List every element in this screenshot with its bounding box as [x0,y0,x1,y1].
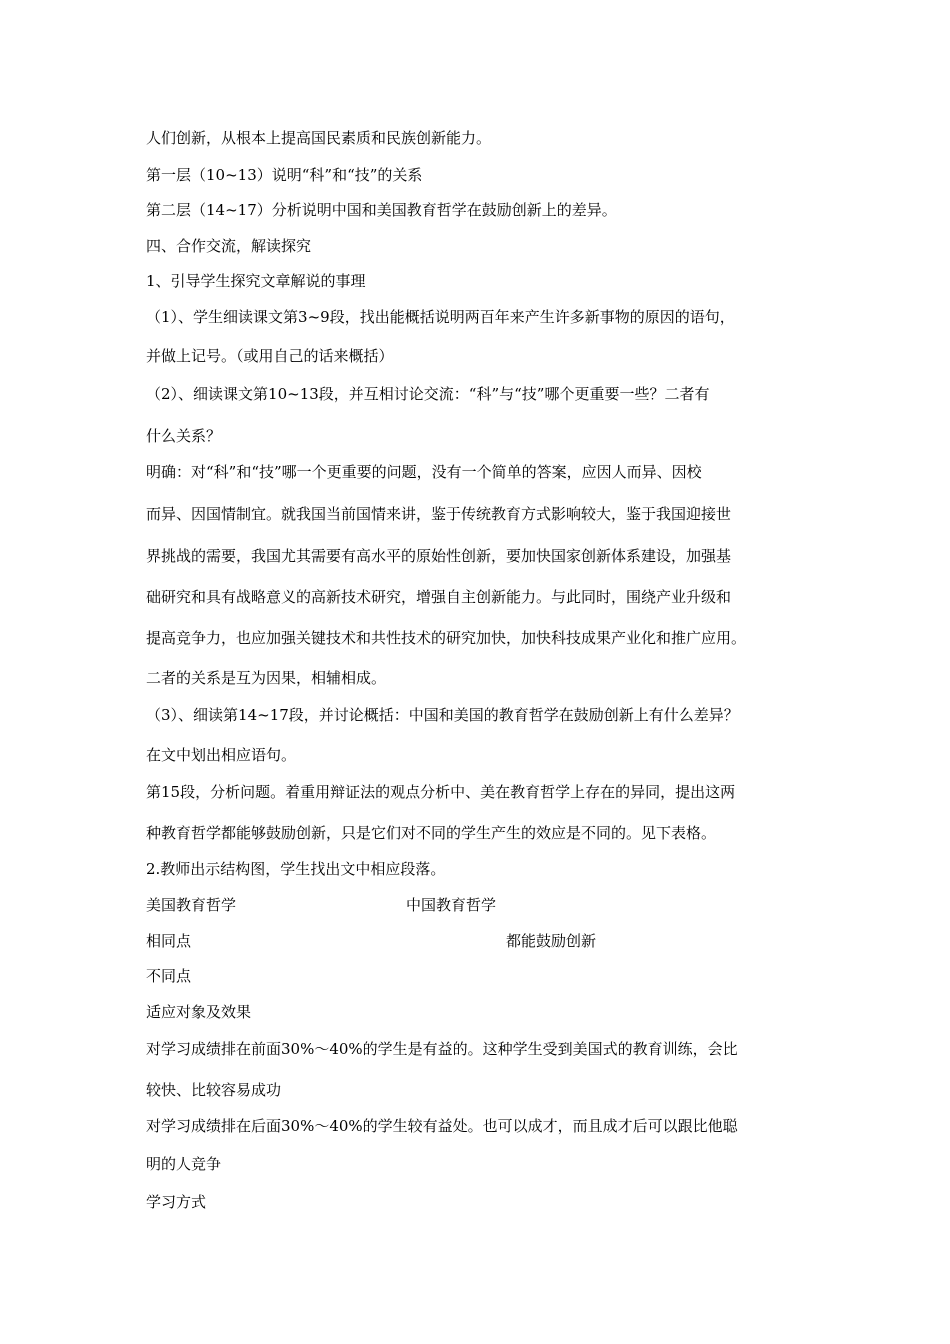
paragraph-line: 界挑战的需要，我国尤其需要有高水平的原始性创新，要加快国家创新体系建设，加强基 [146,547,732,565]
table-row-label-same: 相同点 [146,932,192,950]
paragraph-line: 第15段，分析问题。着重用辩证法的观点分析中、美在教育哲学上存在的异同，提出这两 [146,783,736,801]
paragraph-line: （3）、细读第14~17段，并讨论概括：中国和美国的教育哲学在鼓励创新上有什么差异？ [146,706,739,724]
paragraph-line: （1）、学生细读课文第3~9段，找出能概括说明两百年来产生许多新事物的原因的语句， [146,308,735,326]
paragraph-line: 第一层（10~13）说明“科”和“技”的关系 [146,166,423,184]
paragraph-line: 2.教师出示结构图，学生找出文中相应段落。 [146,860,446,878]
table-header-cn: 中国教育哲学 [406,896,497,914]
paragraph-line: 第二层（14~17）分析说明中国和美国教育哲学在鼓励创新上的差异。 [146,201,617,219]
table-cell-us-effect-cont: 较快、比较容易成功 [146,1081,282,1099]
table-header-us: 美国教育哲学 [146,896,237,914]
paragraph-line: （2）、细读课文第10~13段，并互相讨论交流：“科”与“技”哪个更重要一些？二者有 [146,385,710,403]
paragraph-line: 而异、因国情制宜。就我国当前国情来讲，鉴于传统教育方式影响较大，鉴于我国迎接世 [146,505,732,523]
table-row-label-target: 适应对象及效果 [146,1003,252,1021]
table-cell-cn-effect-cont: 明的人竞争 [146,1155,222,1173]
paragraph-line: 什么关系？ [146,427,222,445]
paragraph-line: 在文中划出相应语句。 [146,746,297,764]
paragraph-line: 二者的关系是互为因果，相辅相成。 [146,669,387,687]
paragraph-line: 提高竞争力，也应加强关键技术和共性技术的研究加快，加快科技成果产业化和推广应用。 [146,629,747,647]
paragraph-line: 明确：对“科”和“技”哪一个更重要的问题，没有一个简单的答案，应因人而异、因校 [146,463,702,481]
table-row-label-method: 学习方式 [146,1193,207,1211]
paragraph-line: 种教育哲学都能够鼓励创新，只是它们对不同的学生产生的效应是不同的。见下表格。 [146,824,717,842]
table-cell-cn-effect: 对学习成绩排在后面30%～40%的学生较有益处。也可以成才，而且成才后可以跟比他聪 [146,1117,738,1135]
table-cell-same: 都能鼓励创新 [506,932,597,950]
section-heading: 四、合作交流，解读探究 [146,237,312,255]
paragraph-line: 并做上记号。（或用自己的话来概括） [146,347,394,365]
paragraph-line: 础研究和具有战略意义的高新技术研究，增强自主创新能力。与此同时，围绕产业升级和 [146,588,732,606]
subsection-heading: 1、引导学生探究文章解说的事理 [146,272,366,290]
table-row-label-diff: 不同点 [146,967,192,985]
table-cell-us-effect: 对学习成绩排在前面30%～40%的学生是有益的。这种学生受到美国式的教育训练，会比 [146,1040,738,1058]
paragraph-line: 人们创新，从根本上提高国民素质和民族创新能力。 [146,129,492,147]
